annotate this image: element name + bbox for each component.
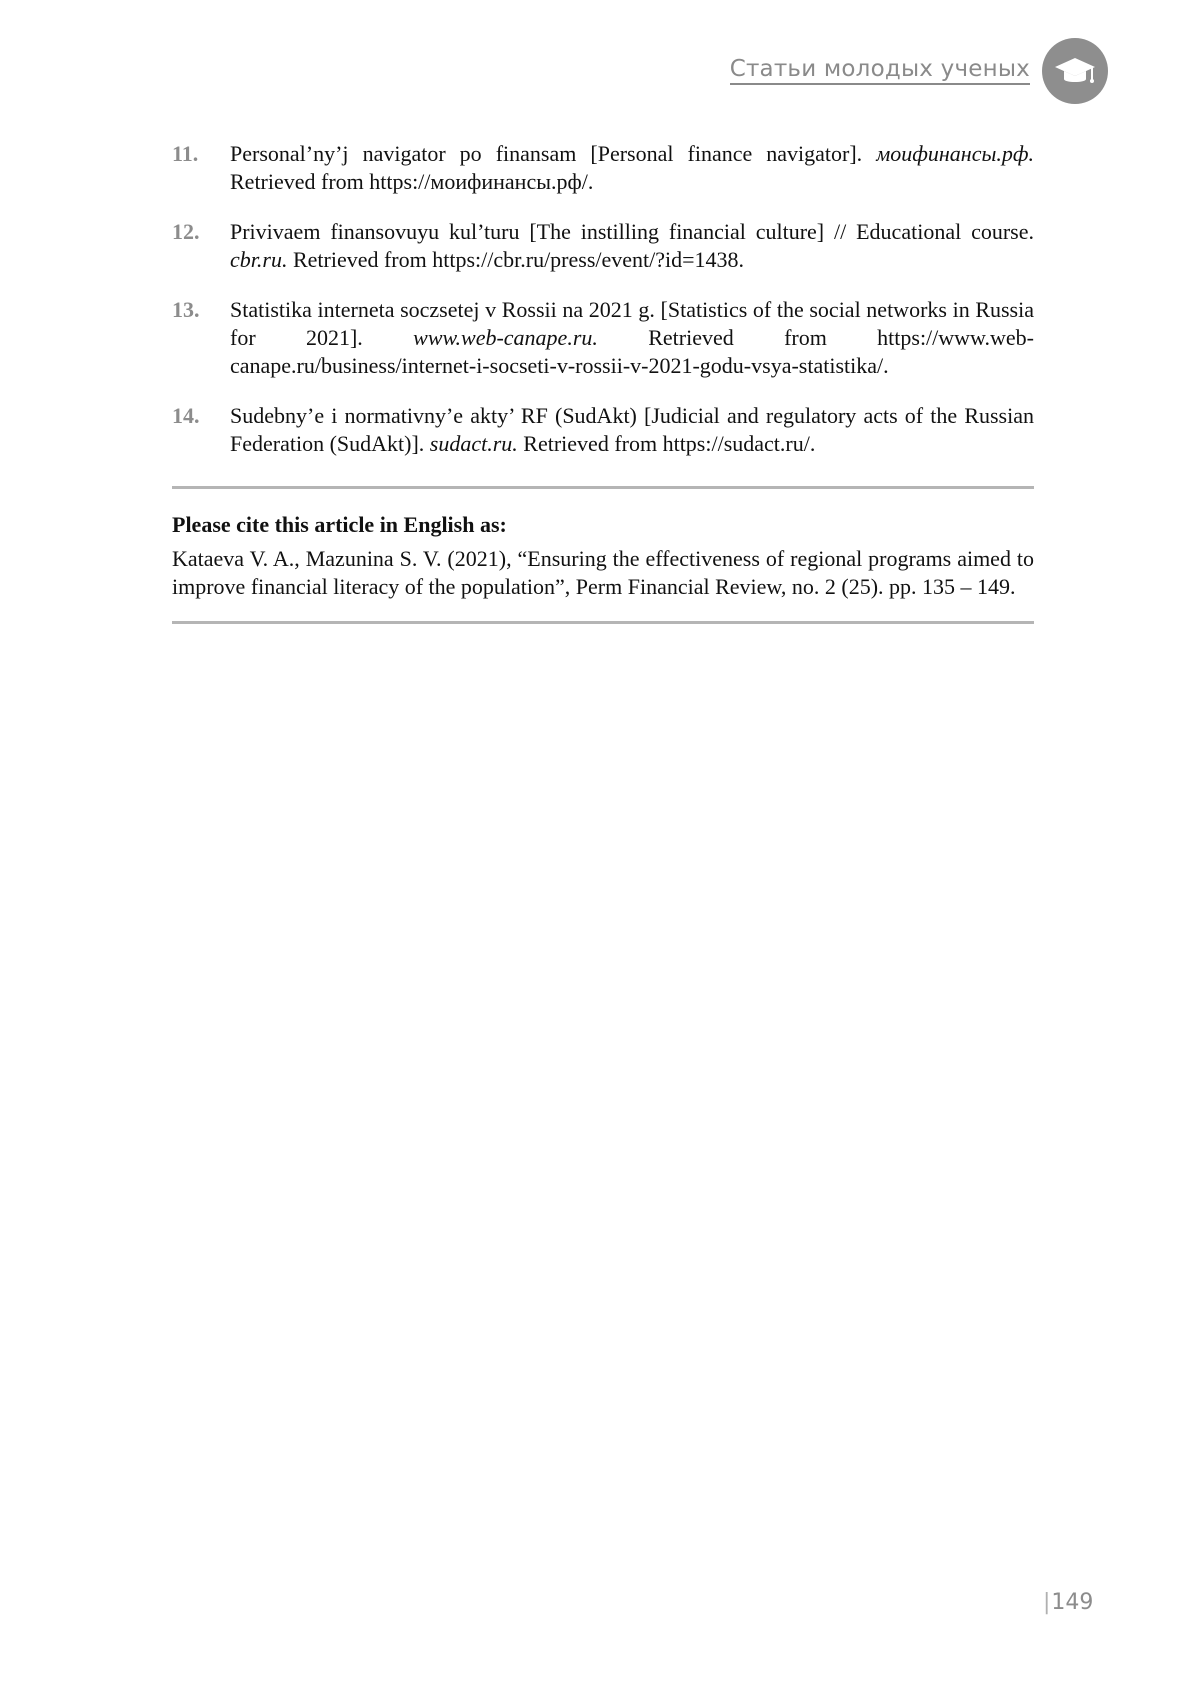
page-number — [1043, 1590, 1093, 1615]
page-number-value: 149 — [1051, 1590, 1094, 1615]
reference-item — [172, 140, 1034, 196]
graduation-cap-icon — [1042, 38, 1108, 104]
reference-item — [172, 296, 1034, 380]
page-number-separator: | — [1043, 1590, 1051, 1615]
page-header — [730, 38, 1108, 104]
section-title: Статьи молодых ученых — [730, 57, 1030, 85]
citation-text: Kataeva V. A., Mazunina S. V. (2021), “Ensuring the effectiveness of regional programs aimed to improve financial literacy of the population”, Perm Financial Review, no. 2 (25). pp. 135 – 149. — [172, 546, 1034, 599]
reference-number: 12. — [172, 219, 200, 244]
reference-text: Personal’ny’j navigator po finansam [Personal finance navigator]. моифинансы.рф. Retrieved from https://моифинансы.рф/. — [230, 141, 1035, 194]
reference-number: 13. — [172, 297, 200, 322]
reference-item — [172, 402, 1034, 458]
page-content — [172, 140, 1034, 624]
reference-site: cbr.ru. — [230, 247, 288, 272]
reference-text: Privivaem finansovuyu kul’turu [The instilling financial culture] // Educational course. cbr.ru. Retrieved from https://cbr.ru/press/event/?id=1438. — [230, 219, 1034, 272]
reference-text: Statistika interneta soczsetej v Rossii na 2021 g. [Statistics of the social networks in Russia for 2021]. www.web-canape.ru. Retrieved from https://www.web-canape.ru/business/internet-i-socseti-v-rossii-v-2021-godu-vsya-statistika/. — [230, 297, 1034, 378]
reference-item — [172, 218, 1034, 274]
divider — [172, 621, 1034, 624]
reference-number: 11. — [172, 141, 199, 166]
citation-heading: Please cite this article in English as: — [172, 512, 507, 537]
reference-text: Sudebny’e i normativny’e akty’ RF (SudAkt) [Judicial and regulatory acts of the Russian Federation (SudAkt)]. sudact.ru. Retrieved from https://sudact.ru/. — [230, 403, 1034, 456]
graduation-cap-icon-glyph — [1053, 53, 1097, 89]
reference-site: sudact.ru. — [429, 431, 518, 456]
reference-site: моифинансы.рф. — [876, 141, 1035, 166]
divider — [172, 486, 1034, 489]
reference-site: www.web-canape.ru. — [413, 325, 598, 350]
reference-number: 14. — [172, 403, 200, 428]
